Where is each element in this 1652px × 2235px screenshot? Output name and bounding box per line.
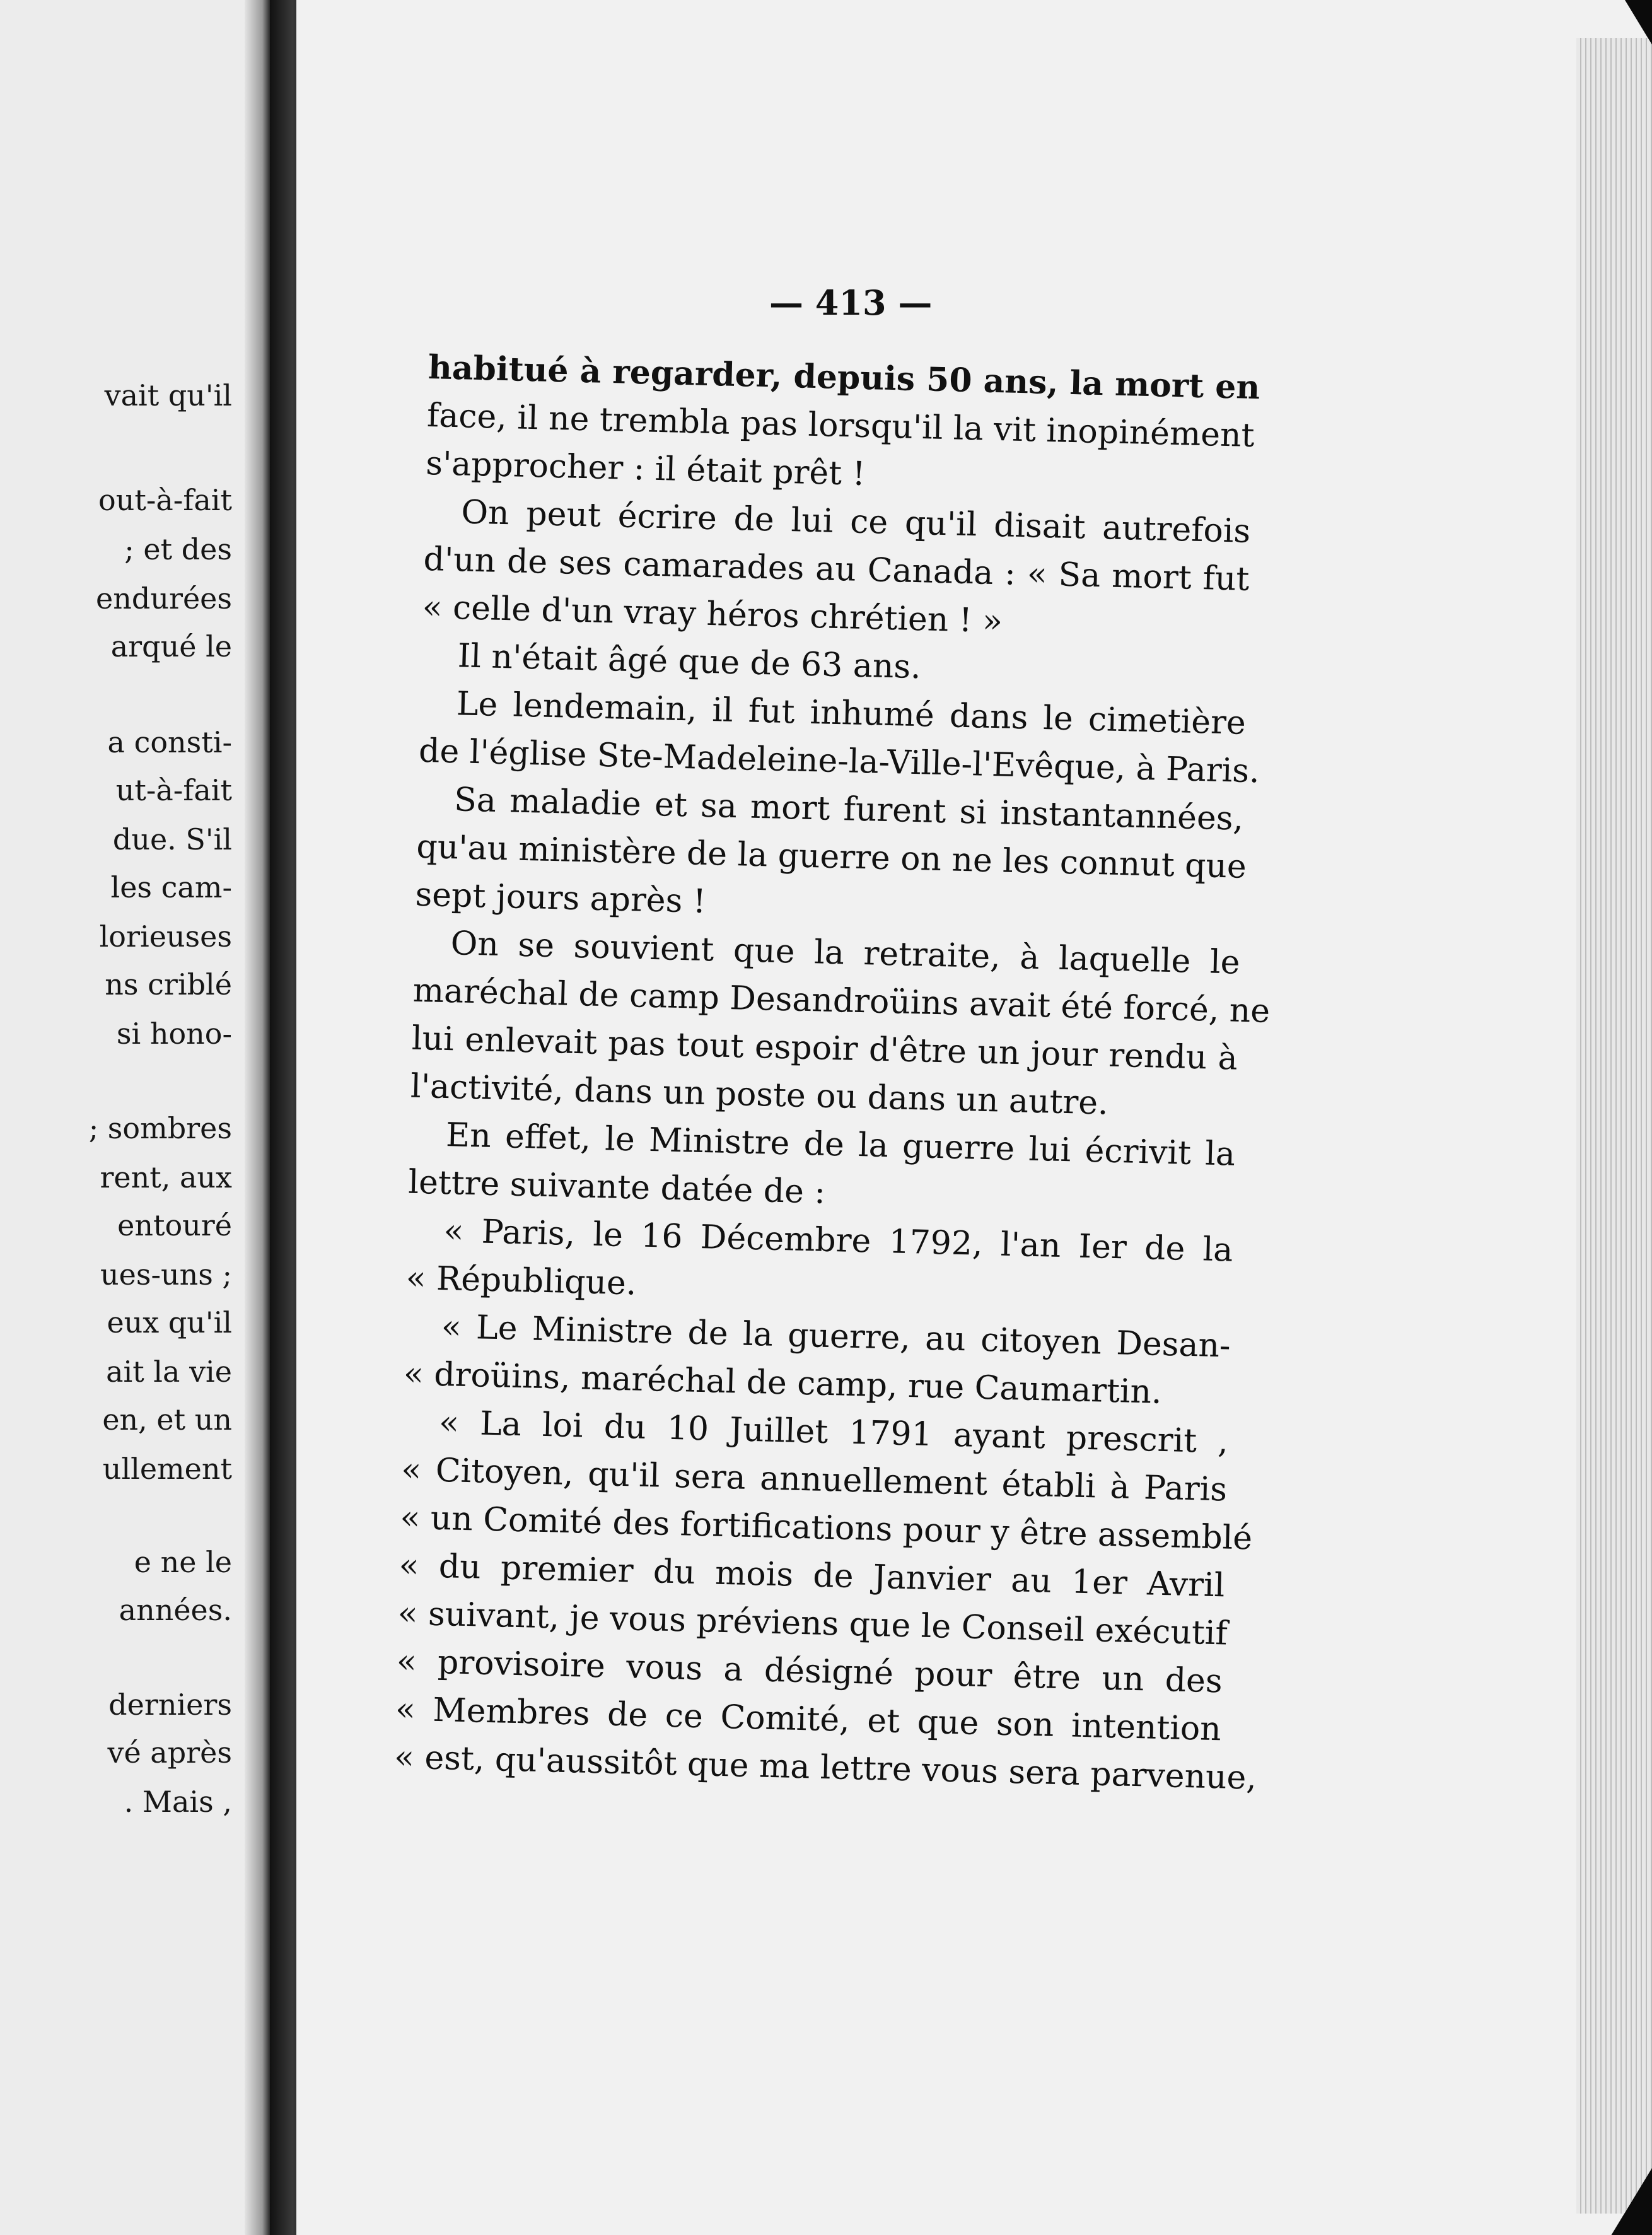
left-page-fragment: les cam- (110, 870, 232, 904)
paragraph (393, 1398, 1257, 1802)
text-line: « Citoyen, qu'il sera annuellement établi à Paris (400, 1450, 1228, 1509)
text-line: habitué à regarder, depuis 50 ans, la mort en (428, 347, 1260, 407)
text-line: s'approcher : il était prêt ! (425, 444, 866, 493)
left-page-fragment: si hono- (116, 1017, 232, 1051)
text-line: « suivant, je vous préviens que le Conseil exécutif (397, 1594, 1228, 1653)
text-line: « Le Ministre de la guerre, au citoyen Desan- (441, 1307, 1231, 1365)
text-line: « est, qu'aussitôt que ma lettre vous sera parvenue, (393, 1738, 1257, 1797)
left-page-fragment: a consti- (107, 725, 232, 759)
left-page-fragment: ; sombres (88, 1111, 232, 1145)
text-line: Sa maladie et sa mort furent si instantannées, (453, 781, 1244, 838)
left-page-fragment: . Mais , (124, 1785, 232, 1819)
text-line: « Membres de ce Comité, et que son intention (395, 1690, 1222, 1749)
left-page-fragment: lorieuses (99, 919, 232, 954)
left-page-fragment: ; et des (124, 532, 232, 566)
left-page-fragment: ns criblé (105, 967, 232, 1001)
left-page (0, 0, 270, 2235)
text-line: lettre suivante datée de : (407, 1163, 826, 1211)
left-page-fragment: vait qu'il (104, 378, 232, 412)
paragraph (425, 344, 1260, 508)
left-page-fragment: ut-à-fait (115, 773, 232, 807)
left-page-fragment: entouré (117, 1208, 232, 1242)
page-edges (1576, 38, 1652, 2214)
text-line: « Paris, le 16 Décembre 1792, l'an Ier de la (443, 1212, 1233, 1269)
text-line: Le lendemain, il fut inhumé dans le cimetière (456, 685, 1247, 742)
left-page-fragment: ullement (102, 1452, 232, 1486)
text-line: « un Comité des fortifications pour y être assemblé (399, 1498, 1253, 1558)
text-line: « droüins, maréchal de camp, rue Caumartin. (403, 1355, 1163, 1411)
left-page-fragment: ues-uns ; (100, 1258, 232, 1292)
left-page-fragment: vé après (107, 1736, 232, 1770)
text-line: d'un de ses camarades au Canada : « Sa mort fut (422, 540, 1250, 598)
left-page-fragment: arqué le (110, 629, 232, 663)
left-page-fragment: endurées (96, 581, 232, 616)
text-line: Il n'était âgé que de 63 ans. (457, 637, 922, 687)
page-number: — 413 — (769, 283, 933, 323)
left-page-fragment: rent, aux (100, 1160, 232, 1194)
left-page-fragment: eux qu'il (107, 1305, 232, 1339)
text-line: de l'église Ste-Madeleine-la-Ville-l'Evêque, à Paris. (418, 732, 1260, 791)
left-page-fragment: en, et un (102, 1403, 232, 1437)
page-body-text (393, 344, 1271, 1801)
paragraph (414, 775, 1247, 939)
text-line: « provisoire vous a désigné pour être un des (396, 1642, 1223, 1701)
text-line: « du premier du mois de Janvier au 1er Avril (398, 1546, 1225, 1605)
left-page-fragment: ait la vie (106, 1355, 232, 1389)
paragraph (410, 919, 1271, 1131)
left-page-fragment: out-à-fait (98, 483, 232, 517)
text-line: « République. (405, 1259, 637, 1303)
text-line: lui enlevait pas tout espoir d'être un jour rendu à (411, 1019, 1238, 1078)
left-page-fragment: années. (119, 1593, 232, 1627)
text-line: qu'au ministère de la guerre on ne les connut que (416, 827, 1247, 886)
paragraph (422, 487, 1251, 651)
text-line: On peut écrire de lui ce qu'il disait autrefois (460, 493, 1251, 551)
text-line: sept jours après ! (414, 875, 707, 921)
left-page-fragment: e ne le (134, 1545, 232, 1579)
text-line: On se souvient que la retraite, à laquelle le (450, 925, 1241, 982)
left-page-fragment: due. S'il (112, 822, 232, 856)
left-page-fragment: derniers (108, 1688, 232, 1722)
text-line: face, il ne trembla pas lorsqu'il la vit inopinément (426, 396, 1255, 455)
text-line: l'activité, dans un poste ou dans un autre. (410, 1067, 1109, 1123)
text-line: maréchal de camp Desandroüins avait été forcé, ne (412, 971, 1271, 1030)
text-line: En effet, le Ministre de la guerre lui écrivit la (445, 1116, 1236, 1174)
text-line: « celle d'un vray héros chrétien ! » (422, 588, 1003, 641)
left-page-gutter-shadow (245, 0, 270, 2235)
text-line: « La loi du 10 Juillet 1791 ayant prescrit , (438, 1403, 1229, 1461)
